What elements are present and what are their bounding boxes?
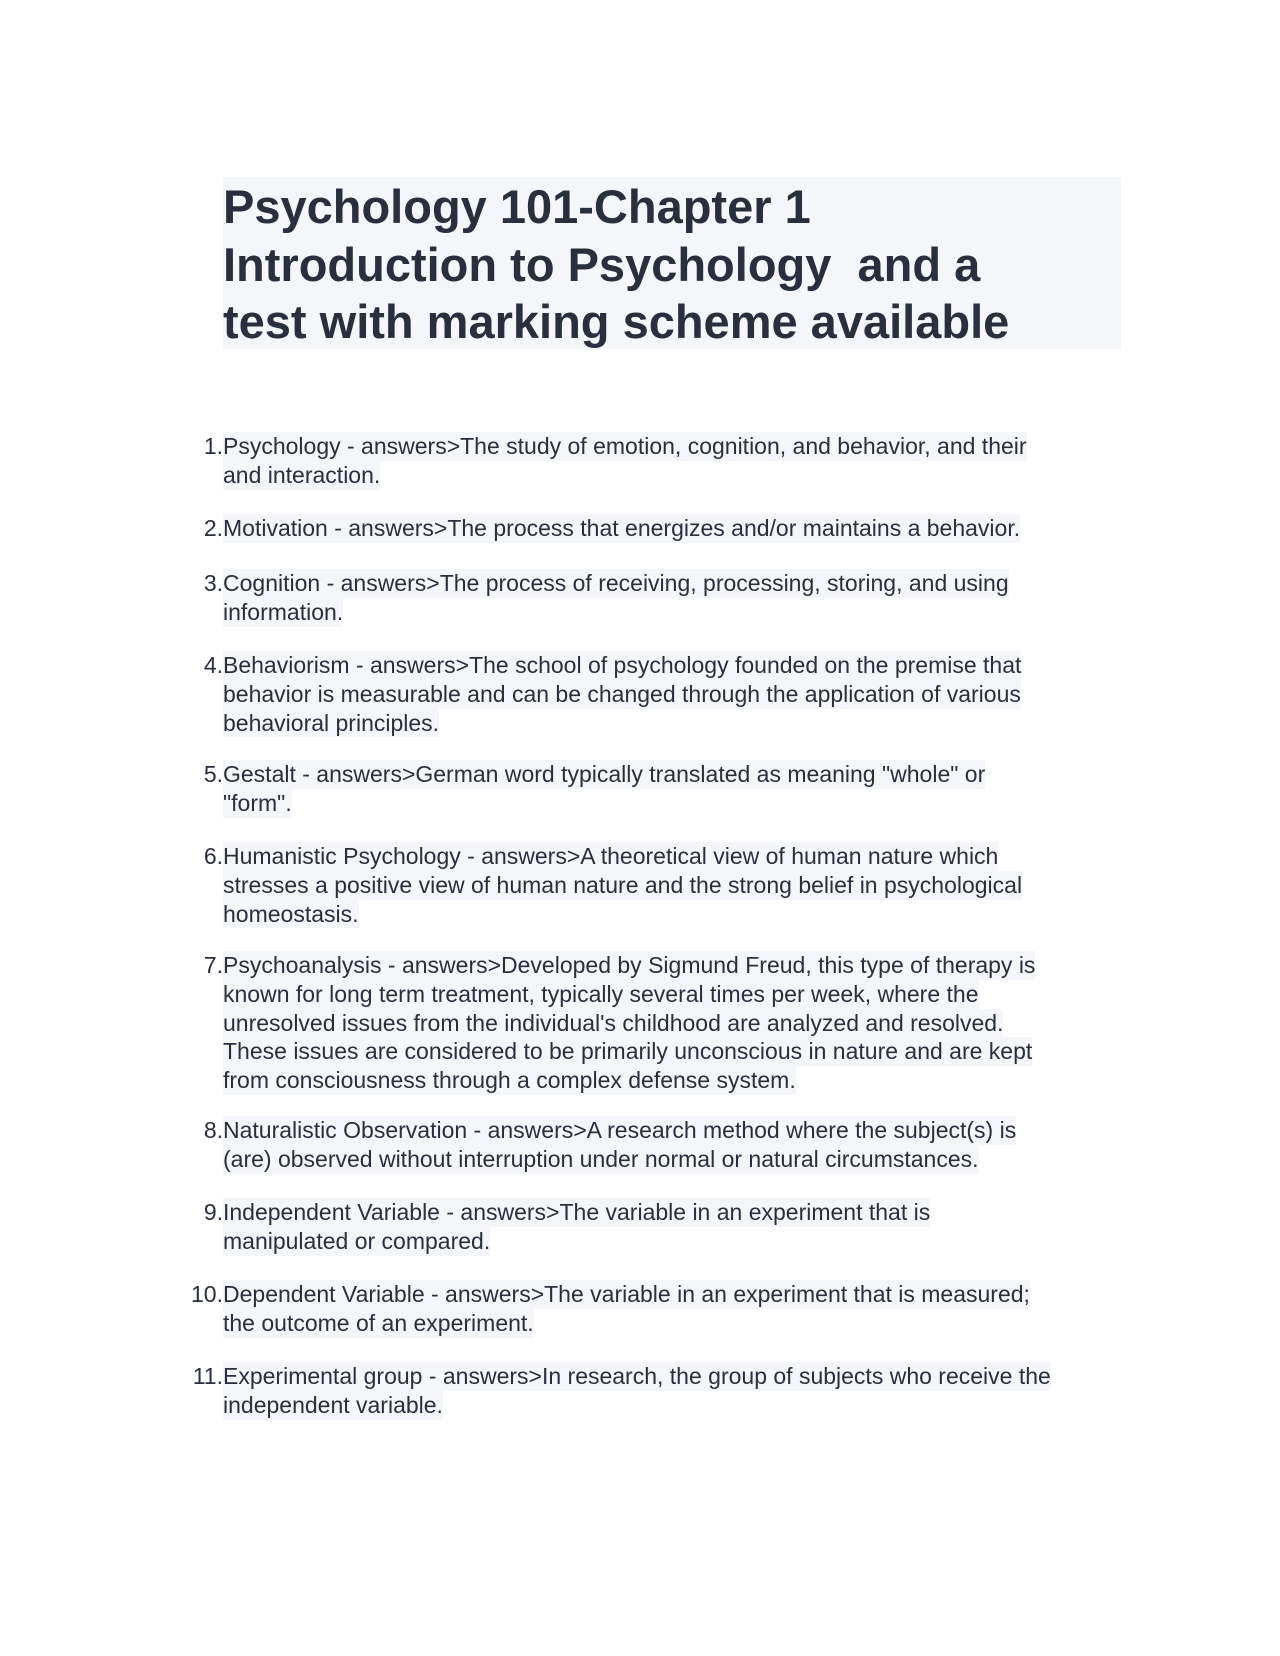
title-line: test with marking scheme available bbox=[223, 295, 1010, 348]
list-item-number: 7. bbox=[203, 952, 223, 978]
list-item-text bbox=[223, 432, 1143, 490]
list-item-line: and interaction. bbox=[223, 461, 381, 488]
list-item-text bbox=[223, 1116, 1143, 1174]
list-item-line: Experimental group - answers>In research, the group of subjects who receive the bbox=[223, 1363, 1051, 1389]
list-item-line: "form". bbox=[223, 789, 292, 816]
list-item-number: 10. bbox=[191, 1281, 223, 1307]
document-title bbox=[223, 178, 1123, 351]
list-item-line: Behaviorism - answers>The school of psychology founded on the premise that bbox=[223, 652, 1022, 678]
list-item-line: Independent Variable - answers>The variable in an experiment that is bbox=[223, 1199, 931, 1225]
list-item-number: 3. bbox=[203, 570, 223, 596]
list-item-number: 5. bbox=[203, 761, 223, 787]
list-item-line: Motivation - answers>The process that energizes and/or maintains a behavior. bbox=[223, 515, 1021, 541]
title-line: Psychology 101-Chapter 1 bbox=[223, 180, 811, 233]
list-item-line: homeostasis. bbox=[223, 900, 359, 927]
list-item-text bbox=[223, 1280, 1143, 1338]
list-item-text bbox=[223, 1362, 1143, 1420]
list-item-number: 11. bbox=[192, 1363, 223, 1389]
list-item-line: from consciousness through a complex defense system. bbox=[223, 1067, 796, 1094]
list-item-line: These issues are considered to be primarily unconscious in nature and are kept bbox=[223, 1038, 1033, 1065]
list-item-line: the outcome of an experiment. bbox=[223, 1309, 534, 1336]
list-item-number: 9. bbox=[203, 1199, 223, 1225]
list-item-line: independent variable. bbox=[223, 1391, 443, 1418]
list-item-line: Psychoanalysis - answers>Developed by Sigmund Freud, this type of therapy is bbox=[223, 952, 1036, 978]
list-item-text bbox=[223, 1198, 1143, 1256]
list-item-number: 8. bbox=[203, 1117, 223, 1143]
list-item-line: (are) observed without interruption under normal or natural circumstances. bbox=[223, 1145, 979, 1172]
list-item-text bbox=[223, 514, 1143, 543]
list-item-line: manipulated or compared. bbox=[223, 1227, 491, 1254]
list-item-number: 1. bbox=[203, 433, 223, 459]
list-item-number: 4. bbox=[203, 652, 223, 678]
list-item-line: known for long term treatment, typically several times per week, where the bbox=[223, 980, 979, 1007]
list-item-number: 6. bbox=[203, 843, 223, 869]
list-item-line: Cognition - answers>The process of receiving, processing, storing, and using bbox=[223, 570, 1009, 596]
list-item-line: Psychology - answers>The study of emotion, cognition, and behavior, and their bbox=[223, 433, 1027, 459]
list-item-line: stresses a positive view of human nature and the strong belief in psychological bbox=[223, 871, 1023, 898]
list-item-line: behavior is measurable and can be changed through the application of various bbox=[223, 680, 1021, 707]
list-item-number: 2. bbox=[203, 515, 223, 541]
list-item-text bbox=[223, 569, 1143, 627]
list-item-line: Naturalistic Observation - answers>A research method where the subject(s) is bbox=[223, 1117, 1017, 1143]
list-item-text bbox=[223, 760, 1143, 818]
list-item-line: Humanistic Psychology - answers>A theoretical view of human nature which bbox=[223, 843, 999, 869]
list-item-line: Gestalt - answers>German word typically translated as meaning "whole" or bbox=[223, 761, 986, 787]
list-item-line: Dependent Variable - answers>The variable in an experiment that is measured; bbox=[223, 1281, 1030, 1307]
title-line: Introduction to Psychology and a bbox=[223, 237, 981, 291]
list-item-text bbox=[223, 951, 1143, 1095]
list-item-text bbox=[223, 651, 1143, 737]
list-item-line: information. bbox=[223, 598, 344, 625]
list-item-line: unresolved issues from the individual's childhood are analyzed and resolved. bbox=[223, 1009, 1004, 1036]
list-item-line: behavioral principles. bbox=[223, 709, 440, 736]
list-item-text bbox=[223, 842, 1143, 928]
